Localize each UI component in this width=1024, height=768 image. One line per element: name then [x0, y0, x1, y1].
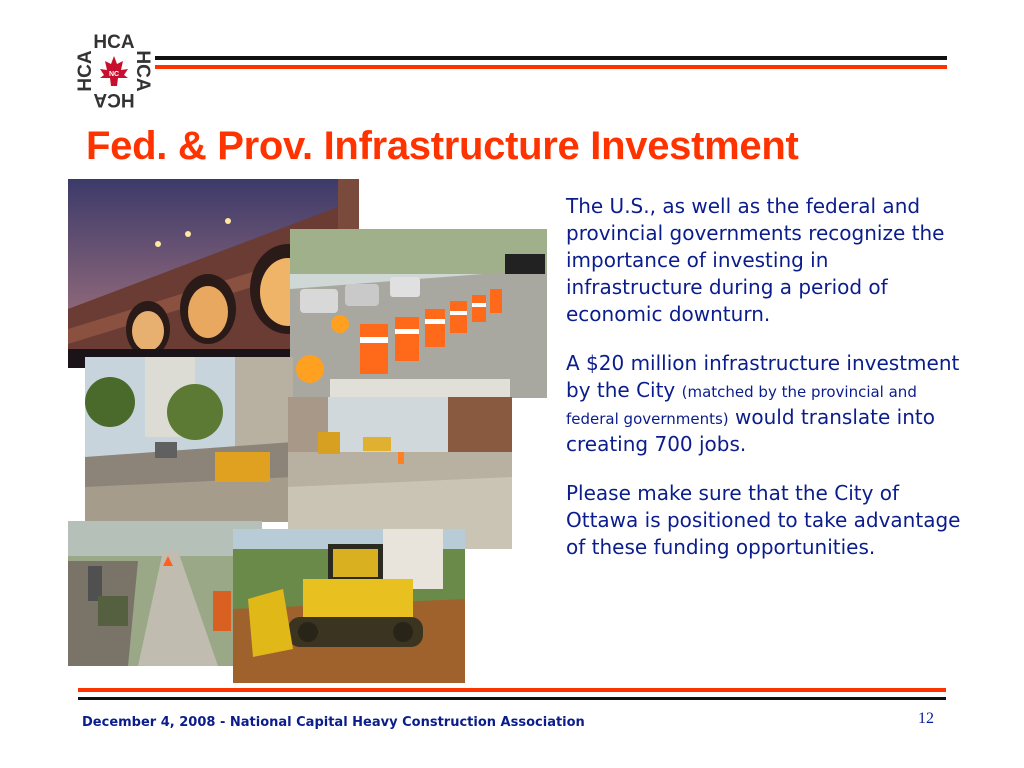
- header-rule-black: [155, 56, 947, 60]
- investment-text-end: would translate into creating 700 jobs.: [566, 405, 935, 456]
- bulldozer-photo: [233, 529, 465, 683]
- footer-text: December 4, 2008 - National Capital Heavy Construction Association: [82, 715, 585, 730]
- matched-by-note: (matched by the provincial and federal governments): [566, 383, 917, 428]
- traffic-cones-photo: [290, 229, 547, 398]
- paragraph-us-infrastructure: The U.S., as well as the federal and provincial governments recognize the importance of investing in infrastructure during a period of economic downturn.: [566, 194, 945, 326]
- logo-text-top: HCA: [93, 32, 135, 53]
- logo-text-left: HCA: [75, 50, 96, 92]
- logo-text-bottom: HCA: [93, 89, 135, 110]
- investment-text-start: A $20 million infrastructure investment by the City: [566, 351, 960, 402]
- paragraph-city-investment: [566, 350, 971, 458]
- footer-rule-black: [78, 697, 946, 700]
- logo-center-text: NC: [108, 71, 120, 78]
- header-rule-orange: [155, 65, 947, 69]
- body-text: [566, 193, 971, 583]
- header-rule: [155, 56, 947, 72]
- slide-title: Fed. & Prov. Infrastructure Investment: [86, 124, 799, 168]
- page-number: 12: [918, 710, 934, 727]
- street-construction-photo: [85, 357, 293, 522]
- road-reconstruction-photo: [288, 397, 512, 549]
- footer-rule: [78, 688, 946, 704]
- paragraph-ottawa-call: Please make sure that the City of Ottawa is positioned to take advantage of these funding opportunities.: [566, 481, 961, 559]
- hca-logo: [68, 28, 160, 114]
- footer-rule-orange: [78, 688, 946, 692]
- logo-text-right: HCA: [132, 50, 153, 92]
